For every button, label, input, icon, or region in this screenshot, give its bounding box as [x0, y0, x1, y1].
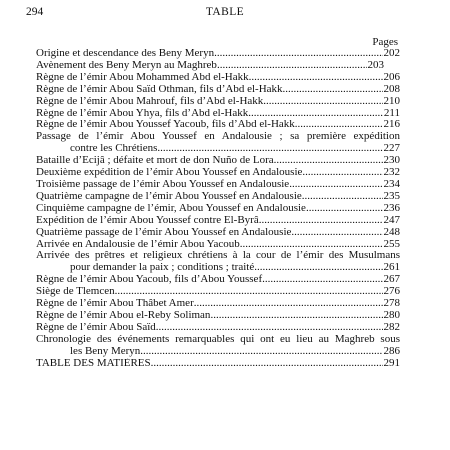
toc-entry: [36, 191, 400, 203]
toc-entry-title: Règne de l’émir Abou el-Reby Soliman: [36, 309, 211, 321]
dot-leader: [210, 310, 382, 322]
dot-leader: [295, 119, 383, 131]
toc-entry-page: 230: [383, 155, 400, 167]
dot-leader: [289, 179, 382, 191]
toc-entry: [36, 119, 400, 131]
toc-entry-page: 234: [383, 178, 400, 190]
toc-entry-title: Règne de l’émir Abou Saïd Othman, fils d’Abd el-Hakk: [36, 83, 283, 95]
toc-entry: [36, 215, 400, 227]
pages-column-label: Pages: [372, 36, 398, 48]
table-of-contents: [36, 48, 400, 369]
toc-entry-title: Passage de l’émir Abou Youssef en Andalousie ; sa première expédition: [36, 131, 400, 143]
toc-entry: [36, 274, 400, 286]
toc-entry-title-continued: les Beny Meryn: [70, 345, 141, 357]
dot-leader: [157, 143, 382, 155]
dot-leader: [156, 322, 383, 334]
toc-entry: [36, 286, 400, 298]
toc-entry-title: Quatrième passage de l’émir Abou Youssef en Andalousie: [36, 226, 292, 238]
page-number: 294: [26, 6, 44, 18]
dot-leader: [151, 358, 383, 370]
toc-entry-title: Bataille d’Ecijâ ; défaite et mort de don Nuño de Lora: [36, 155, 274, 167]
toc-entry-page: 261: [383, 262, 400, 274]
dot-leader: [283, 84, 383, 96]
dot-leader: [291, 227, 382, 239]
toc-entry-page: 232: [383, 167, 400, 179]
toc-entry-title: Règne de l’émir Abou Thâbet Amer: [36, 298, 194, 310]
toc-entry-title: Règne de l’émir Abou Yhya, fils d’Abd el-Hakk: [36, 107, 249, 119]
toc-entry-page: 291: [383, 357, 400, 369]
dot-leader: [140, 346, 382, 358]
toc-entry-page: 267: [383, 274, 400, 286]
toc-entry-page: 216: [383, 119, 400, 131]
toc-entry: [36, 239, 400, 251]
toc-entry: [36, 155, 400, 167]
toc-entry-page: 235: [383, 190, 400, 202]
toc-entry: [36, 310, 400, 322]
toc-entry-page: 282: [383, 321, 400, 333]
toc-entry: [36, 227, 400, 239]
toc-entry: [36, 131, 400, 155]
toc-entry-page: 247: [383, 214, 400, 226]
dot-leader: [259, 215, 383, 227]
toc-entry-title: Deuxième expédition de l’émir Abou Youssef en Andalousie: [36, 167, 303, 179]
toc-entry: [36, 203, 400, 215]
toc-entry-page: 206: [383, 71, 400, 83]
toc-entry-title: Règne de l’émir Abou Yacoub, fils d’Abou Youssef: [36, 274, 263, 286]
toc-entry-page: 202: [383, 48, 400, 59]
toc-entry: [36, 250, 400, 274]
toc-entry-title: Origine et descendance des Beny Meryn: [36, 48, 215, 59]
dot-leader: [262, 274, 382, 286]
toc-entry-page: 286: [383, 345, 400, 357]
toc-entry-page: 280: [383, 309, 400, 321]
toc-entry: [36, 334, 400, 358]
toc-entry: [36, 108, 400, 120]
toc-entry-page: 248: [383, 226, 400, 238]
dot-leader: [254, 262, 382, 274]
running-head: [26, 5, 424, 19]
dot-leader: [214, 48, 382, 60]
toc-entry-page: 278: [383, 298, 400, 310]
toc-entry-page: 210: [383, 95, 400, 107]
dot-leader: [194, 298, 383, 310]
toc-entry: [36, 84, 400, 96]
dot-leader: [263, 96, 382, 108]
toc-entry: [36, 179, 400, 191]
toc-entry-title: Cinquième campagne de l’émir, Abou Youssef en Andalousie: [36, 202, 306, 214]
toc-entry-title: Arrivée en Andalousie de l’émir Abou Yacoub: [36, 238, 240, 250]
dot-leader: [217, 60, 367, 72]
toc-entry: [36, 96, 400, 108]
dot-leader: [302, 167, 382, 179]
toc-entry-page: 227: [383, 143, 400, 155]
toc-entry: [36, 167, 400, 179]
toc-entry: [36, 72, 400, 84]
running-title: TABLE: [205, 6, 245, 18]
toc-entry: [36, 60, 400, 72]
toc-entry-title: Règne de l’émir Abou Youssef Yacoub, fils d’Abd el-Hakk: [36, 119, 295, 131]
toc-entry-page: 208: [383, 83, 400, 95]
toc-entry-title: Siège de Tlemcen: [36, 286, 115, 298]
toc-entry: [36, 48, 400, 60]
toc-entry-title-continued: contre les Chrétiens: [70, 143, 158, 155]
toc-entry: [36, 298, 400, 310]
toc-entry-page: 276: [383, 286, 400, 298]
dot-leader: [306, 203, 383, 215]
toc-entry-title: Avènement des Beny Meryn au Maghreb: [36, 59, 217, 71]
toc-entry-title: Chronologie des événements remarquables qui ont eu lieu au Maghreb sous: [36, 333, 400, 345]
toc-entry-page: 236: [383, 202, 400, 214]
toc-entry-title: Arrivée des prêtres et religieux chrétiens à la cour de l’émir des Musulmans: [36, 250, 400, 262]
toc-entry-title: Règne de l’émir Abou Mahrouf, fils d’Abd el-Hakk: [36, 95, 264, 107]
toc-entry: [36, 322, 400, 334]
toc-entry-title: TABLE DES MATIÈRES: [36, 357, 151, 369]
toc-entry-page: 211: [383, 107, 400, 119]
toc-entry-title-continued: pour demander la paix ; conditions ; traité: [70, 262, 255, 274]
toc-entry-page: 203: [367, 59, 384, 71]
dot-leader: [274, 155, 383, 167]
toc-entry: [36, 358, 400, 370]
dot-leader: [249, 72, 383, 84]
toc-entry-page: 255: [383, 238, 400, 250]
toc-entry-title: Troisième passage de l’émir Abou Youssef en Andalousie: [36, 178, 290, 190]
dot-leader: [302, 191, 383, 203]
dot-leader: [248, 108, 383, 120]
dot-leader: [240, 239, 383, 251]
toc-entry-title: Règne de l’émir Abou Mohammed Abd el-Hakk: [36, 71, 249, 83]
toc-entry-title: Expédition de l’émir Abou Youssef contre El-Byrâ: [36, 214, 259, 226]
toc-entry-title: Règne de l’émir Abou Saïd: [36, 321, 156, 333]
dot-leader: [115, 286, 383, 298]
toc-entry-title: Quatrième campagne de l’émir Abou Youssef en Andalousie: [36, 190, 302, 202]
